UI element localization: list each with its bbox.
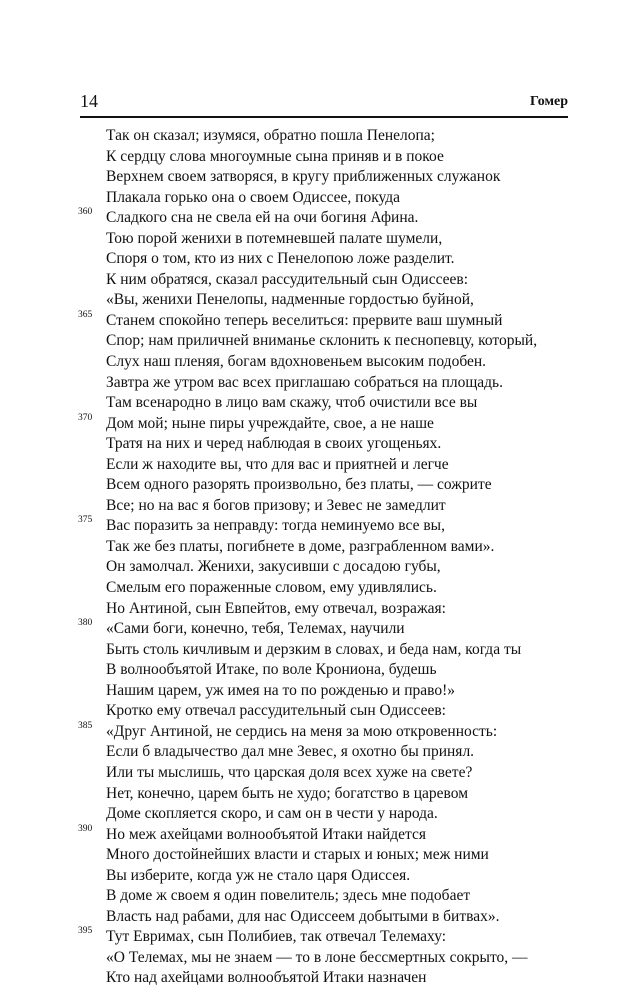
verse-text: Плакала горько она о своем Одиссее, покуда xyxy=(106,188,401,206)
line-number: 385 xyxy=(78,720,93,731)
verse-text: Все; но на вас я богов призову; и Зевес не замедлит xyxy=(106,496,446,514)
line-number: 395 xyxy=(78,926,93,937)
verse-text: К ним обратяся, сказал рассудительный сын Одиссеев: xyxy=(106,270,469,288)
verse-text: Сладкого сна не свела ей на очи богиня Афина. xyxy=(106,209,419,227)
line-number: 360 xyxy=(78,207,93,218)
header-rule xyxy=(80,116,568,118)
verse-line xyxy=(106,496,586,517)
verse-line xyxy=(106,373,586,394)
verse-line xyxy=(78,309,586,332)
verse-text: Станем спокойно теперь веселиться: прервите ваш шумный xyxy=(106,311,503,329)
verse-line xyxy=(106,845,586,866)
verse-text: «Сами боги, конечно, тебя, Телемах, научили xyxy=(106,620,405,638)
verse-text: Кто над ахейцами волнообъятой Итаки назначен xyxy=(106,969,427,987)
verse-line xyxy=(106,537,586,558)
verse-text: Или ты мыслишь, что царская доля всех хуже на свете? xyxy=(106,763,473,781)
verse-line xyxy=(106,763,586,784)
page-header xyxy=(80,90,568,114)
poem-text xyxy=(78,126,586,989)
line-number: 380 xyxy=(78,618,93,629)
verse-line xyxy=(106,229,586,250)
verse-text: Вас поразить за неправду: тогда неминуемо все вы, xyxy=(106,517,445,535)
verse-line xyxy=(106,701,586,722)
verse-line xyxy=(106,393,586,414)
verse-text: Быть столь кичливым и дерзким в словах, и беда нам, когда ты xyxy=(106,640,522,658)
verse-line xyxy=(78,618,586,640)
verse-line xyxy=(78,207,586,229)
verse-text: Если б владычество дал мне Зевес, я охотно бы принял. xyxy=(106,743,475,761)
verse-line xyxy=(106,167,586,188)
verse-text: К сердцу слова многоумные сына приняв и в покое xyxy=(106,147,444,165)
verse-line xyxy=(106,270,586,291)
verse-line xyxy=(106,742,586,763)
verse-line xyxy=(106,557,586,578)
verse-text: Тратя на них и черед наблюдая в своих угощеньях. xyxy=(106,435,442,453)
verse-text: Так же без платы, погибнете в доме, разграбленном вами». xyxy=(106,537,495,555)
verse-text: Споря о том, кто из них с Пенелопою ложе разделит. xyxy=(106,250,455,268)
verse-text: Тою порой женихи в потемневшей палате шумели, xyxy=(106,229,443,247)
verse-text: Слух наш пленяя, богам вдохновеньем высоким подобен. xyxy=(106,353,487,371)
line-number: 375 xyxy=(78,515,93,526)
verse-text: Дом мой; ныне пиры учреждайте, свое, а не наше xyxy=(106,414,434,432)
verse-text: «Друг Антиной, не сердись на меня за мою откровенность: xyxy=(106,722,498,740)
verse-line xyxy=(78,720,586,743)
verse-line xyxy=(106,455,586,476)
verse-line xyxy=(106,352,586,373)
verse-line xyxy=(106,126,586,147)
verse-text: Нет, конечно, царем быть не худо; богатство в царевом xyxy=(106,784,469,802)
verse-text: В доме ж своем я один повелитель; здесь мне подобает xyxy=(106,887,471,905)
verse-line xyxy=(106,866,586,887)
verse-text: Если ж находите вы, что для вас и приятней и легче xyxy=(106,455,449,473)
verse-line xyxy=(106,907,586,928)
verse-text: Власть над рабами, для нас Одиссеем добытыми в битвах». xyxy=(106,907,500,925)
verse-line xyxy=(106,886,586,907)
verse-line xyxy=(78,515,586,537)
verse-text: Тут Евримах, сын Полибиев, так отвечал Телемаху: xyxy=(106,928,447,946)
verse-line xyxy=(106,640,586,661)
verse-line xyxy=(78,412,586,435)
verse-line xyxy=(106,434,586,455)
verse-line xyxy=(106,249,586,270)
running-title: Гомер xyxy=(530,94,568,109)
verse-line xyxy=(106,290,586,311)
line-number: 390 xyxy=(78,823,93,834)
verse-line xyxy=(106,784,586,805)
verse-line xyxy=(78,926,586,948)
verse-line xyxy=(106,968,586,989)
verse-text: Вы изберите, когда уж не стало царя Одиссея. xyxy=(106,866,411,884)
verse-text: Он замолчал. Женихи, закусивши с досадою губы, xyxy=(106,558,441,576)
verse-text: «Вы, женихи Пенелопы, надменные гордостью буйной, xyxy=(106,291,474,309)
verse-text: В волнообъятой Итаке, по воле Крониона, будешь xyxy=(106,661,437,679)
verse-text: «О Телемах, мы не знаем — то в лоне бессмертных сокрыто, — xyxy=(106,948,528,966)
verse-line xyxy=(106,804,586,825)
verse-text: Но Антиной, сын Евпейтов, ему отвечал, возражая: xyxy=(106,599,446,617)
verse-line xyxy=(106,948,586,969)
verse-line xyxy=(106,660,586,681)
verse-text: Нашим царем, уж имея на то по рожденью и право!» xyxy=(106,681,456,699)
verse-text: Там всенародно в лицо вам скажу, чтоб очистили все вы xyxy=(106,394,478,412)
verse-text: Кротко ему отвечал рассудительный сын Одиссеев: xyxy=(106,702,446,720)
verse-line xyxy=(106,681,586,702)
verse-text: Так он сказал; изумяся, обратно пошла Пенелопа; xyxy=(106,127,435,144)
verse-text: Доме скопляется скоро, и сам он в чести у народа. xyxy=(106,805,438,823)
verse-line xyxy=(106,188,586,209)
verse-text: Спор; нам приличней вниманье склонить к песнопевцу, который, xyxy=(106,332,538,350)
page-number: 14 xyxy=(80,91,98,111)
verse-text: Завтра же утром вас всех приглашаю собраться на площадь. xyxy=(106,373,503,391)
verse-line xyxy=(106,578,586,599)
verse-line xyxy=(106,475,586,496)
line-number: 365 xyxy=(78,309,93,320)
verse-line xyxy=(106,599,586,620)
verse-text: Но меж ахейцами волнообъятой Итаки найдется xyxy=(106,825,427,843)
verse-text: Верхнем своем затворяся, в кругу приближенных служанок xyxy=(106,168,501,186)
verse-text: Смелым его пораженные словом, ему удивлялись. xyxy=(106,579,437,597)
verse-line xyxy=(106,331,586,352)
verse-line xyxy=(106,147,586,168)
line-number: 370 xyxy=(78,412,93,423)
verse-line xyxy=(78,823,586,846)
verse-text: Всем одного разорять произвольно, без платы, — сожрите xyxy=(106,476,492,494)
verse-text: Много достойнейших власти и старых и юных; меж ними xyxy=(106,846,489,864)
